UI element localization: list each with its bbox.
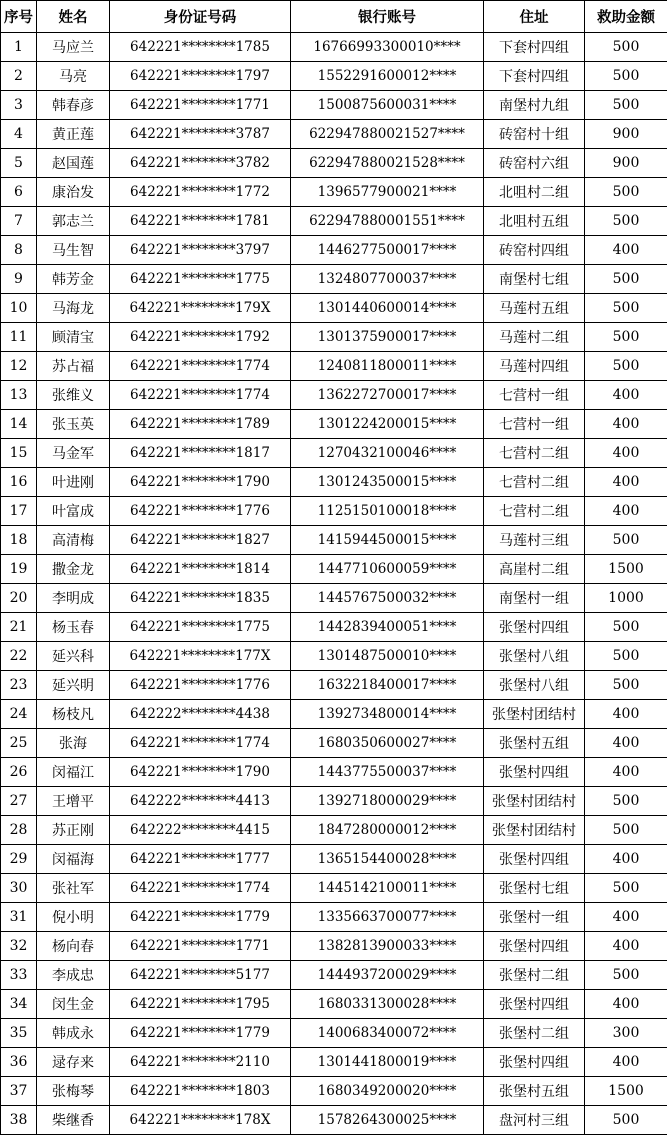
table-row: [1, 91, 667, 120]
cell-amount: 400: [585, 700, 667, 729]
cell-name: 李明成: [37, 584, 110, 613]
cell-address: 七营村二组: [484, 439, 585, 468]
cell-name: 李成忠: [37, 961, 110, 990]
cell-amount: 300: [585, 1019, 667, 1048]
cell-address: 马莲村二组: [484, 323, 585, 352]
cell-id-number: 642221********178X: [110, 1106, 291, 1135]
table-body: [1, 33, 667, 1135]
cell-seq: 30: [1, 874, 37, 903]
cell-seq: 11: [1, 323, 37, 352]
cell-name: 延兴明: [37, 671, 110, 700]
cell-id-number: 642221********2110: [110, 1048, 291, 1077]
cell-bank-account: 1443775500037****: [291, 758, 484, 787]
cell-id-number: 642222********4415: [110, 816, 291, 845]
cell-id-number: 642221********3797: [110, 236, 291, 265]
cell-id-number: 642221********1774: [110, 352, 291, 381]
cell-id-number: 642221********1774: [110, 729, 291, 758]
cell-bank-account: 1847280000012****: [291, 816, 484, 845]
cell-amount: 400: [585, 729, 667, 758]
cell-name: 高清梅: [37, 526, 110, 555]
cell-seq: 37: [1, 1077, 37, 1106]
cell-id-number: 642221********1774: [110, 874, 291, 903]
cell-name: 韩春彦: [37, 91, 110, 120]
cell-seq: 31: [1, 903, 37, 932]
cell-id-number: 642221********1779: [110, 1019, 291, 1048]
cell-seq: 25: [1, 729, 37, 758]
cell-address: 张堡村团结村: [484, 787, 585, 816]
table-row: [1, 468, 667, 497]
table-row: [1, 381, 667, 410]
cell-seq: 21: [1, 613, 37, 642]
cell-amount: 500: [585, 352, 667, 381]
cell-amount: 400: [585, 468, 667, 497]
cell-bank-account: 1680349200020****: [291, 1077, 484, 1106]
cell-address: 张堡村四组: [484, 845, 585, 874]
cell-name: 郭志兰: [37, 207, 110, 236]
cell-name: 马亮: [37, 62, 110, 91]
cell-name: 张梅琴: [37, 1077, 110, 1106]
cell-bank-account: 622947880021528****: [291, 149, 484, 178]
table-row: [1, 207, 667, 236]
cell-bank-account: 1392734800014****: [291, 700, 484, 729]
cell-seq: 6: [1, 178, 37, 207]
cell-seq: 9: [1, 265, 37, 294]
cell-bank-account: 622947880001551****: [291, 207, 484, 236]
cell-amount: 500: [585, 323, 667, 352]
cell-name: 苏占福: [37, 352, 110, 381]
cell-address: 盘河村三组: [484, 1106, 585, 1135]
cell-name: 顾清宝: [37, 323, 110, 352]
cell-bank-account: 1301487500010****: [291, 642, 484, 671]
table-row: [1, 178, 667, 207]
cell-address: 七营村一组: [484, 381, 585, 410]
cell-bank-account: 1382813900033****: [291, 932, 484, 961]
cell-seq: 1: [1, 33, 37, 62]
cell-id-number: 642221********1827: [110, 526, 291, 555]
cell-id-number: 642221********179X: [110, 294, 291, 323]
cell-amount: 500: [585, 62, 667, 91]
cell-bank-account: 1500875600031****: [291, 91, 484, 120]
cell-address: 张堡村四组: [484, 1048, 585, 1077]
cell-amount: 400: [585, 758, 667, 787]
cell-bank-account: 1442839400051****: [291, 613, 484, 642]
cell-seq: 5: [1, 149, 37, 178]
cell-bank-account: 1552291600012****: [291, 62, 484, 91]
header-row: [1, 1, 667, 33]
cell-id-number: 642221********1777: [110, 845, 291, 874]
cell-name: 闵福江: [37, 758, 110, 787]
cell-address: 张堡村团结村: [484, 816, 585, 845]
cell-amount: 500: [585, 91, 667, 120]
cell-bank-account: 1301224200015****: [291, 410, 484, 439]
cell-bank-account: 1301441800019****: [291, 1048, 484, 1077]
table-row: [1, 265, 667, 294]
cell-seq: 27: [1, 787, 37, 816]
cell-amount: 500: [585, 1106, 667, 1135]
cell-id-number: 642221********1835: [110, 584, 291, 613]
cell-seq: 3: [1, 91, 37, 120]
cell-bank-account: 1445767500032****: [291, 584, 484, 613]
cell-address: 张堡村八组: [484, 671, 585, 700]
cell-name: 柴继香: [37, 1106, 110, 1135]
table-row: [1, 1048, 667, 1077]
cell-bank-account: 1396577900021****: [291, 178, 484, 207]
cell-amount: 400: [585, 990, 667, 1019]
cell-id-number: 642221********1775: [110, 613, 291, 642]
cell-seq: 34: [1, 990, 37, 1019]
cell-address: 砖窑村十组: [484, 120, 585, 149]
cell-address: 南堡村一组: [484, 584, 585, 613]
cell-bank-account: 1400683400072****: [291, 1019, 484, 1048]
cell-name: 杨枝凡: [37, 700, 110, 729]
cell-id-number: 642221********1781: [110, 207, 291, 236]
table-row: [1, 149, 667, 178]
cell-amount: 500: [585, 874, 667, 903]
cell-bank-account: 1365154400028****: [291, 845, 484, 874]
cell-amount: 500: [585, 207, 667, 236]
cell-id-number: 642221********1789: [110, 410, 291, 439]
cell-seq: 29: [1, 845, 37, 874]
cell-seq: 14: [1, 410, 37, 439]
cell-address: 张堡村八组: [484, 642, 585, 671]
cell-address: 张堡村二组: [484, 961, 585, 990]
cell-seq: 38: [1, 1106, 37, 1135]
table-row: [1, 874, 667, 903]
cell-id-number: 642221********1814: [110, 555, 291, 584]
cell-bank-account: 1415944500015****: [291, 526, 484, 555]
cell-seq: 16: [1, 468, 37, 497]
cell-name: 撒金龙: [37, 555, 110, 584]
table-row: [1, 961, 667, 990]
cell-seq: 23: [1, 671, 37, 700]
table-row: [1, 439, 667, 468]
cell-bank-account: 1125150100018****: [291, 497, 484, 526]
table-row: [1, 613, 667, 642]
cell-id-number: 642221********1776: [110, 671, 291, 700]
cell-address: 北咀村五组: [484, 207, 585, 236]
cell-address: 张堡村一组: [484, 903, 585, 932]
cell-amount: 900: [585, 149, 667, 178]
cell-address: 下套村四组: [484, 62, 585, 91]
cell-bank-account: 1301243500015****: [291, 468, 484, 497]
cell-bank-account: 1270432100046****: [291, 439, 484, 468]
cell-id-number: 642222********4413: [110, 787, 291, 816]
cell-name: 张维义: [37, 381, 110, 410]
cell-name: 马应兰: [37, 33, 110, 62]
table-row: [1, 845, 667, 874]
cell-id-number: 642221********1774: [110, 381, 291, 410]
cell-id-number: 642221********1790: [110, 758, 291, 787]
cell-amount: 1000: [585, 584, 667, 613]
cell-amount: 400: [585, 1048, 667, 1077]
cell-seq: 20: [1, 584, 37, 613]
cell-amount: 900: [585, 120, 667, 149]
cell-seq: 13: [1, 381, 37, 410]
table-row: [1, 62, 667, 91]
cell-amount: 500: [585, 613, 667, 642]
cell-name: 叶进刚: [37, 468, 110, 497]
cell-address: 七营村二组: [484, 468, 585, 497]
cell-amount: 500: [585, 787, 667, 816]
header-seq: 序号: [1, 1, 37, 33]
cell-bank-account: 1335663700077****: [291, 903, 484, 932]
cell-bank-account: 1362272700017****: [291, 381, 484, 410]
cell-id-number: 642221********3782: [110, 149, 291, 178]
cell-bank-account: 1447710600059****: [291, 555, 484, 584]
cell-amount: 400: [585, 932, 667, 961]
cell-amount: 1500: [585, 555, 667, 584]
table-row: [1, 903, 667, 932]
cell-seq: 36: [1, 1048, 37, 1077]
cell-seq: 18: [1, 526, 37, 555]
cell-amount: 400: [585, 497, 667, 526]
table-row: [1, 323, 667, 352]
table-row: [1, 671, 667, 700]
cell-address: 南堡村七组: [484, 265, 585, 294]
cell-seq: 2: [1, 62, 37, 91]
table-row: [1, 990, 667, 1019]
cell-seq: 8: [1, 236, 37, 265]
cell-name: 马生智: [37, 236, 110, 265]
cell-seq: 32: [1, 932, 37, 961]
cell-amount: 500: [585, 526, 667, 555]
table-row: [1, 526, 667, 555]
cell-address: 张堡村团结村: [484, 700, 585, 729]
cell-bank-account: 16766993300010****: [291, 33, 484, 62]
cell-address: 张堡村四组: [484, 758, 585, 787]
cell-name: 王增平: [37, 787, 110, 816]
cell-seq: 19: [1, 555, 37, 584]
cell-id-number: 642221********1771: [110, 932, 291, 961]
header-address: 住址: [484, 1, 585, 33]
cell-name: 张玉英: [37, 410, 110, 439]
cell-id-number: 642221********1792: [110, 323, 291, 352]
cell-address: 张堡村四组: [484, 613, 585, 642]
cell-name: 马金军: [37, 439, 110, 468]
table-row: [1, 120, 667, 149]
header-bank-account: 银行账号: [291, 1, 484, 33]
cell-address: 张堡村七组: [484, 874, 585, 903]
cell-id-number: 642221********1771: [110, 91, 291, 120]
cell-name: 杨玉春: [37, 613, 110, 642]
cell-address: 七营村二组: [484, 497, 585, 526]
cell-address: 张堡村二组: [484, 1019, 585, 1048]
table-row: [1, 236, 667, 265]
header-name: 姓名: [37, 1, 110, 33]
cell-address: 七营村一组: [484, 410, 585, 439]
cell-name: 叶富成: [37, 497, 110, 526]
cell-id-number: 642221********1779: [110, 903, 291, 932]
cell-amount: 400: [585, 439, 667, 468]
cell-id-number: 642221********1772: [110, 178, 291, 207]
cell-seq: 33: [1, 961, 37, 990]
cell-amount: 400: [585, 410, 667, 439]
cell-bank-account: 1446277500017****: [291, 236, 484, 265]
cell-name: 延兴科: [37, 642, 110, 671]
table-row: [1, 1019, 667, 1048]
table-row: [1, 497, 667, 526]
table-row: [1, 787, 667, 816]
cell-amount: 400: [585, 845, 667, 874]
cell-address: 下套村四组: [484, 33, 585, 62]
table-row: [1, 700, 667, 729]
table-row: [1, 642, 667, 671]
cell-address: 砖窑村四组: [484, 236, 585, 265]
cell-amount: 400: [585, 236, 667, 265]
cell-name: 闵福海: [37, 845, 110, 874]
cell-address: 张堡村五组: [484, 729, 585, 758]
cell-name: 张社军: [37, 874, 110, 903]
cell-amount: 500: [585, 33, 667, 62]
table-row: [1, 1106, 667, 1135]
table-row: [1, 555, 667, 584]
cell-bank-account: 1632218400017****: [291, 671, 484, 700]
table-row: [1, 294, 667, 323]
cell-bank-account: 1301440600014****: [291, 294, 484, 323]
cell-id-number: 642221********5177: [110, 961, 291, 990]
cell-name: 韩芳金: [37, 265, 110, 294]
cell-bank-account: 1240811800011****: [291, 352, 484, 381]
header-amount: 救助金额: [585, 1, 667, 33]
cell-amount: 400: [585, 903, 667, 932]
cell-seq: 12: [1, 352, 37, 381]
cell-seq: 22: [1, 642, 37, 671]
cell-amount: 500: [585, 671, 667, 700]
header-id-number: 身份证号码: [110, 1, 291, 33]
cell-address: 马莲村五组: [484, 294, 585, 323]
table-row: [1, 816, 667, 845]
cell-name: 倪小明: [37, 903, 110, 932]
cell-bank-account: 1680350600027****: [291, 729, 484, 758]
cell-amount: 500: [585, 961, 667, 990]
cell-address: 张堡村五组: [484, 1077, 585, 1106]
cell-address: 北咀村二组: [484, 178, 585, 207]
table-row: [1, 410, 667, 439]
cell-amount: 500: [585, 265, 667, 294]
cell-bank-account: 1445142100011****: [291, 874, 484, 903]
cell-id-number: 642221********1803: [110, 1077, 291, 1106]
cell-address: 马莲村四组: [484, 352, 585, 381]
cell-id-number: 642221********1795: [110, 990, 291, 1019]
cell-id-number: 642221********3787: [110, 120, 291, 149]
cell-name: 逯存来: [37, 1048, 110, 1077]
cell-name: 张海: [37, 729, 110, 758]
cell-amount: 400: [585, 381, 667, 410]
cell-name: 苏正刚: [37, 816, 110, 845]
cell-seq: 35: [1, 1019, 37, 1048]
cell-seq: 26: [1, 758, 37, 787]
cell-bank-account: 1324807700037****: [291, 265, 484, 294]
cell-id-number: 642221********1776: [110, 497, 291, 526]
cell-address: 张堡村四组: [484, 932, 585, 961]
cell-address: 高崖村二组: [484, 555, 585, 584]
cell-name: 赵国莲: [37, 149, 110, 178]
cell-name: 马海龙: [37, 294, 110, 323]
cell-id-number: 642222********4438: [110, 700, 291, 729]
cell-amount: 500: [585, 816, 667, 845]
cell-seq: 15: [1, 439, 37, 468]
cell-seq: 17: [1, 497, 37, 526]
cell-id-number: 642221********1775: [110, 265, 291, 294]
cell-seq: 7: [1, 207, 37, 236]
cell-name: 闵生金: [37, 990, 110, 1019]
cell-amount: 1500: [585, 1077, 667, 1106]
table-row: [1, 584, 667, 613]
table-row: [1, 932, 667, 961]
cell-bank-account: 1680331300028****: [291, 990, 484, 1019]
table-row: [1, 33, 667, 62]
cell-address: 南堡村九组: [484, 91, 585, 120]
cell-address: 马莲村三组: [484, 526, 585, 555]
cell-amount: 500: [585, 642, 667, 671]
cell-name: 康治发: [37, 178, 110, 207]
cell-address: 砖窑村六组: [484, 149, 585, 178]
cell-seq: 4: [1, 120, 37, 149]
cell-seq: 10: [1, 294, 37, 323]
cell-id-number: 642221********1785: [110, 33, 291, 62]
cell-id-number: 642221********177X: [110, 642, 291, 671]
table-row: [1, 729, 667, 758]
cell-id-number: 642221********1790: [110, 468, 291, 497]
cell-name: 杨向春: [37, 932, 110, 961]
table-row: [1, 352, 667, 381]
table-row: [1, 758, 667, 787]
cell-id-number: 642221********1797: [110, 62, 291, 91]
cell-bank-account: 1301375900017****: [291, 323, 484, 352]
cell-bank-account: 1578264300025****: [291, 1106, 484, 1135]
cell-name: 韩成永: [37, 1019, 110, 1048]
cell-address: 张堡村四组: [484, 990, 585, 1019]
table-row: [1, 1077, 667, 1106]
cell-bank-account: 1444937200029****: [291, 961, 484, 990]
cell-seq: 28: [1, 816, 37, 845]
cell-name: 黄正莲: [37, 120, 110, 149]
cell-seq: 24: [1, 700, 37, 729]
cell-bank-account: 622947880021527****: [291, 120, 484, 149]
cell-amount: 500: [585, 294, 667, 323]
cell-amount: 500: [585, 178, 667, 207]
cell-id-number: 642221********1817: [110, 439, 291, 468]
cell-bank-account: 1392718000029****: [291, 787, 484, 816]
